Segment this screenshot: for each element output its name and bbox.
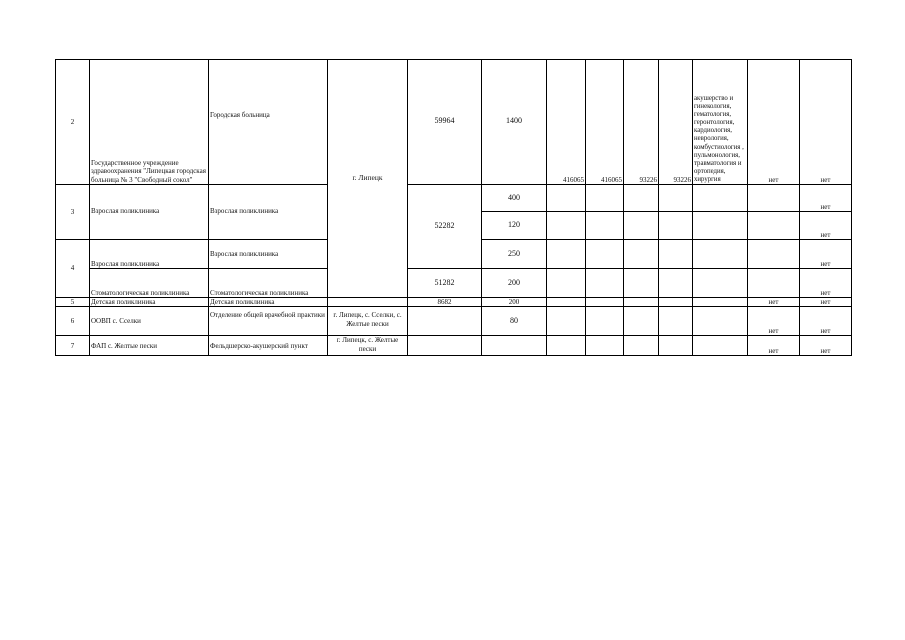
status-cell: нет <box>800 307 852 336</box>
capacity-value: 200 <box>482 298 547 307</box>
facility-name: Детская поликлиника <box>90 298 209 307</box>
empty-cell <box>547 240 586 269</box>
empty-cell <box>624 298 659 307</box>
table-row <box>56 185 852 212</box>
facility-name: ООВП с. Сселки <box>90 307 209 336</box>
empty-cell <box>624 212 659 240</box>
empty-cell <box>748 212 800 240</box>
empty-cell <box>748 185 800 212</box>
empty-cell <box>659 185 693 212</box>
row-number: 4 <box>56 240 90 298</box>
facility-type: Взрослая поликлиника <box>209 240 328 269</box>
value-cell: 93226 <box>624 60 659 185</box>
status-cell: нет <box>800 185 852 212</box>
empty-cell <box>547 269 586 298</box>
facility-name: ФАП с. Желтые пески <box>90 336 209 356</box>
empty-cell <box>586 307 624 336</box>
table-row <box>56 336 852 356</box>
row-number: 7 <box>56 336 90 356</box>
empty-cell <box>693 336 748 356</box>
status-cell: нет <box>748 60 800 185</box>
status-cell: нет <box>748 336 800 356</box>
facility-type: Фельдшерско-акушерский пункт <box>209 336 328 356</box>
empty-cell <box>586 298 624 307</box>
location-cell: г. Липецк, с. Сселки, с. Желтые пески <box>328 307 408 336</box>
empty-cell <box>586 336 624 356</box>
empty-cell <box>659 269 693 298</box>
empty-cell <box>659 336 693 356</box>
area-value: 59964 <box>408 60 482 185</box>
location-cell: г. Липецк, с. Желтые пески <box>328 336 408 356</box>
table-row <box>56 298 852 307</box>
empty-cell <box>624 185 659 212</box>
status-cell: нет <box>800 240 852 269</box>
facility-type: Стоматологическая поликлиника <box>209 269 328 298</box>
row-number: 3 <box>56 185 90 240</box>
row-number: 5 <box>56 298 90 307</box>
area-value: 51282 <box>408 269 482 298</box>
value-cell: 416065 <box>586 60 624 185</box>
empty-cell <box>748 269 800 298</box>
facility-type: Городская больница <box>209 60 328 185</box>
status-cell: нет <box>800 269 852 298</box>
empty-cell <box>659 212 693 240</box>
empty-cell <box>408 336 482 356</box>
capacity-value: 400 <box>482 185 547 212</box>
empty-cell <box>547 336 586 356</box>
capacity-value: 200 <box>482 269 547 298</box>
facility-name: Стоматологическая поликлиника <box>90 269 209 298</box>
facility-name: Государственное учреждение здравоохранения "Липецкая городская больница № 3 "Свободный сокол" <box>90 60 209 185</box>
empty-cell <box>624 269 659 298</box>
capacity-value: 120 <box>482 212 547 240</box>
facilities-table <box>55 59 852 356</box>
specialties-list: акушерство и гинекология, гематология, геронтология, кардиология, неврология, комбустиология , пульмонология, травматология и ортопедия, хирургия <box>693 60 748 185</box>
facility-type: Детская поликлиника <box>209 298 328 307</box>
status-cell: нет <box>800 212 852 240</box>
empty-cell <box>547 307 586 336</box>
empty-cell <box>586 269 624 298</box>
status-cell: нет <box>800 298 852 307</box>
capacity-value: 1400 <box>482 60 547 185</box>
empty-cell <box>693 298 748 307</box>
empty-cell <box>624 240 659 269</box>
empty-cell <box>408 307 482 336</box>
row-number: 6 <box>56 307 90 336</box>
empty-cell <box>624 307 659 336</box>
facility-name: Взрослая поликлиника <box>90 240 209 269</box>
empty-cell <box>693 240 748 269</box>
facility-type: Взрослая поликлиника <box>209 185 328 240</box>
empty-cell <box>586 185 624 212</box>
value-cell: 93226 <box>659 60 693 185</box>
capacity-value: 250 <box>482 240 547 269</box>
empty-cell <box>659 298 693 307</box>
empty-cell <box>659 307 693 336</box>
empty-cell <box>693 269 748 298</box>
table-row <box>56 307 852 336</box>
empty-cell <box>482 336 547 356</box>
empty-cell <box>693 185 748 212</box>
city-cell: г. Липецк <box>328 60 408 298</box>
empty-cell <box>624 336 659 356</box>
table-row <box>56 269 852 298</box>
status-cell: нет <box>748 298 800 307</box>
table-row <box>56 60 852 185</box>
empty-cell <box>693 307 748 336</box>
empty-cell <box>748 240 800 269</box>
area-value: 8682 <box>408 298 482 307</box>
capacity-value: 80 <box>482 307 547 336</box>
empty-cell <box>586 212 624 240</box>
empty-cell <box>328 298 408 307</box>
status-cell: нет <box>800 60 852 185</box>
status-cell: нет <box>748 307 800 336</box>
value-cell: 416065 <box>547 60 586 185</box>
facility-name: Взрослая поликлиника <box>90 185 209 240</box>
facility-type: Отделение общей врачебной практики <box>209 307 328 336</box>
area-value: 52282 <box>408 185 482 269</box>
row-number: 2 <box>56 60 90 185</box>
empty-cell <box>547 212 586 240</box>
empty-cell <box>547 298 586 307</box>
empty-cell <box>659 240 693 269</box>
status-cell: нет <box>800 336 852 356</box>
empty-cell <box>693 212 748 240</box>
empty-cell <box>547 185 586 212</box>
empty-cell <box>586 240 624 269</box>
